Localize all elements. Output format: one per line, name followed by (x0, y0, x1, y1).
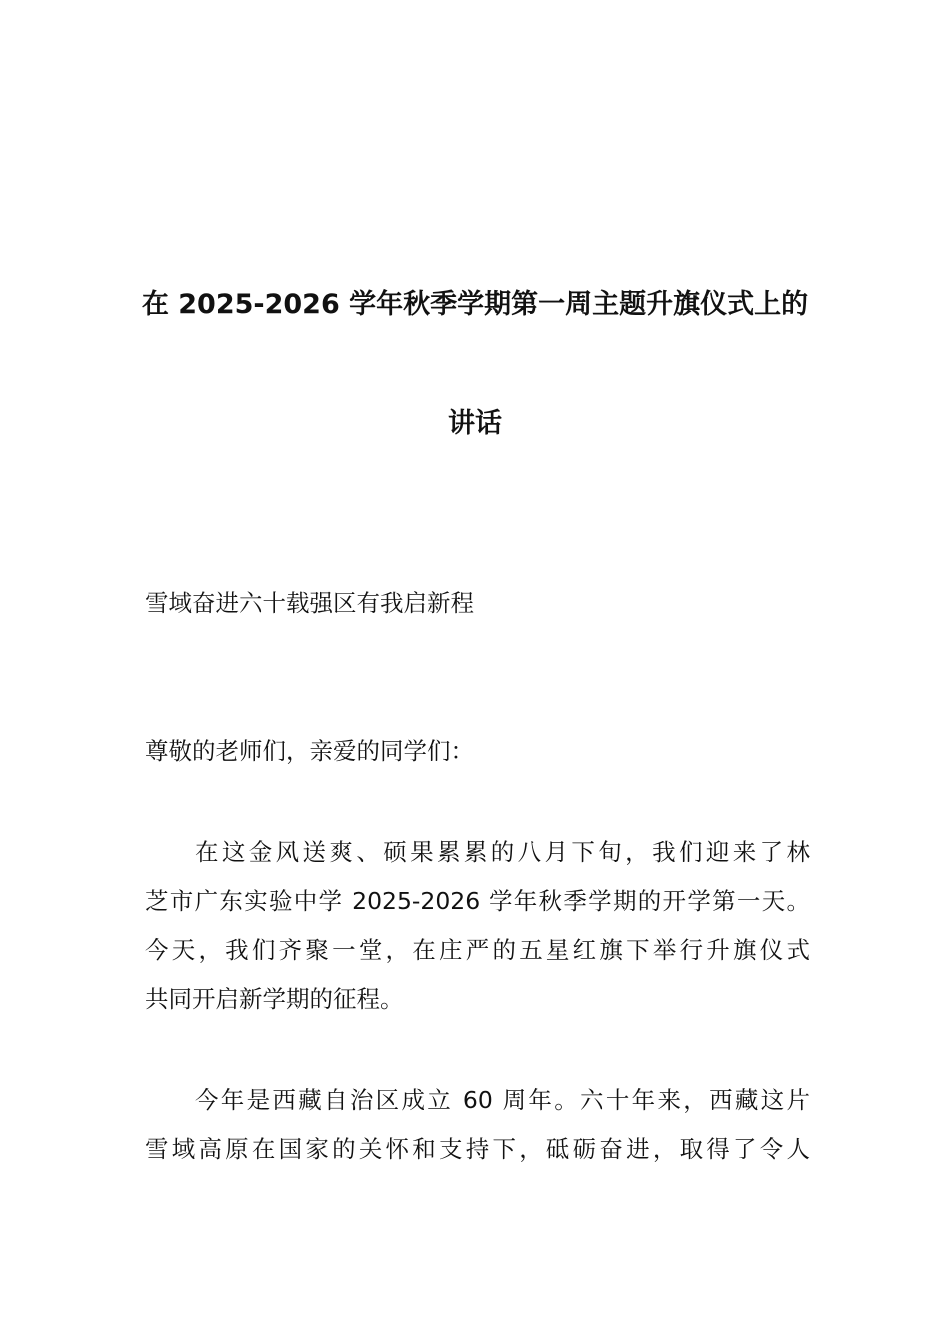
document-title-line-1: 在 2025-2026 学年秋季学期第一周主题升旗仪式上的 (141, 289, 809, 320)
paragraph-2-line-2: 雪域高原在国家的关怀和支持下，砥砺奋进，取得了令人 (145, 1135, 810, 1163)
document-title-line-2: 讲话 (448, 408, 502, 439)
speech-subtitle: 雪域奋进六十载强区有我启新程 (145, 589, 474, 617)
paragraph-2-line-1: 今年是西藏自治区成立 60 周年。六十年来，西藏这片 (195, 1086, 810, 1114)
paragraph-1-line-2: 芝市广东实验中学 2025-2026 学年秋季学期的开学第一天。 (145, 887, 810, 915)
salutation: 尊敬的老师们，亲爱的同学们： (145, 737, 474, 765)
paragraph-1-line-1: 在这金风送爽、硕果累累的八月下旬，我们迎来了林 (195, 838, 810, 866)
paragraph-1-line-3: 今天，我们齐聚一堂，在庄严的五星红旗下举行升旗仪式 (145, 936, 810, 964)
paragraph-1-line-4: 共同开启新学期的征程。 (145, 985, 404, 1013)
